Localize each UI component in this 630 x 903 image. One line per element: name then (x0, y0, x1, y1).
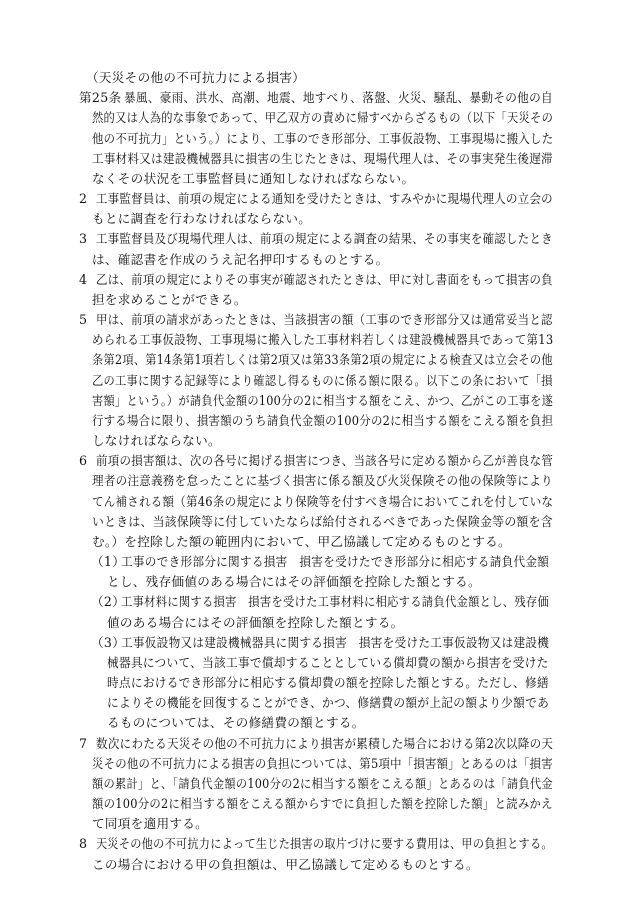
paragraph-text-line: 額の累計」と、「請負代金額の100分の2に相当する額をこえる額」とあるのは「請負代金 (92, 775, 553, 791)
item-text-line: 値のある場合にはその評価額を控除した額とする。 (107, 614, 404, 630)
paragraph-text-line: 乙の工事に関する記録等により確認し得るものに係る額に限る。以下この条において「損 (92, 372, 553, 388)
paragraph-text-line: 理者の注意義務を怠ったことに基づく損害に係る額及び火災保険その他の保険等により (92, 473, 553, 489)
item-text-line: 工事材料に関する損害 損害を受けた工事材料に相応する請負代金額とし、残存価 (121, 594, 550, 610)
section-heading: （天災その他の不可抗力による損害） (86, 70, 306, 85)
paragraph-number: 6 (79, 453, 88, 469)
paragraph-text-line: て同項を適用する。 (92, 816, 209, 832)
paragraph-text-line: 災その他の不可抗力による損害の負担については、第5項中「損害額」とあるのは「損害 (92, 755, 553, 771)
paragraph-text-line: 行する場合に限り、損害額のうち請負代金額の100分の2に相当する額をこえる額を負担 (92, 412, 554, 428)
paragraph-text-line: 前項の損害額は、次の各号に掲げる損害につき、当該各号に定める額から乙が善良な管 (96, 453, 554, 469)
item-number: （2） (91, 594, 126, 610)
item-text-line: 工事仮設物又は建設機械器具に関する損害 損害を受けた工事仮設物又は建設機 (121, 634, 550, 650)
item-number: （3） (91, 634, 126, 650)
paragraph-number: 8 (79, 836, 88, 852)
paragraph-text-line: もとに調査を行わなければならない。 (92, 211, 312, 227)
paragraph-text-line: む。）を控除した額の範囲内において、甲乙協議して定めるものとする。 (92, 533, 511, 549)
paragraph-text-line: いときは、当該保険等に付していたならば給付されるべきであった保険金等の額を含 (92, 513, 553, 529)
article-text-line: 工事材料又は建設機械器具に損害の生じたときは、現場代理人は、その事実発生後遅滞 (92, 150, 553, 166)
paragraph-text-line: められる工事仮設物、工事現場に搬入した工事材料若しくは建設機械器具であって第13 (92, 332, 554, 348)
paragraph-text-line: は、確認書を作成のうえ記名押印するものとする。 (92, 251, 389, 267)
item-number: （1） (91, 554, 126, 570)
paragraph-number: 2 (79, 191, 88, 207)
article-number: 第25条 (79, 90, 122, 106)
paragraph-text-line: 乙は、前項の規定によりその事実が確認されたときは、甲に対し書面をもって損害の負 (96, 271, 553, 287)
item-text-line: 械器具について、当該工事で償却することとしている償却費の額から損害を受けた (107, 654, 549, 670)
item-text-line: るものについては、その修繕費の額とする。 (107, 715, 365, 731)
paragraph-text-line: この場合における甲の負担額は、甲乙協議して定めるものとする。 (92, 856, 479, 872)
paragraph-number: 4 (79, 271, 88, 287)
article-text-line: 然的又は人為的な事象であって、甲乙双方の責めに帰すべからざるもの（以下「天災その (92, 110, 554, 126)
item-text-line: によりその機能を回復することができ、かつ、修繕費の額が上記の額より少額であ (107, 695, 550, 711)
item-text-line: 工事のでき形部分に関する損害 損害を受けたでき形部分に相応する請負代金額 (121, 554, 550, 570)
paragraph-text-line: 工事監督員は、前項の規定による通知を受けたときは、すみやかに現場代理人の立会の (96, 191, 553, 207)
paragraph-text-line: 担を求めることができる。 (92, 291, 247, 307)
paragraph-text-line: 額の100分の2に相当する額をこえる額からすでに負担した額を控除した額」と読みかえ (92, 796, 553, 812)
paragraph-number: 7 (79, 735, 88, 751)
item-text-line: とし、残存価値のある場合にはその評価額を控除した額とする。 (107, 574, 481, 590)
paragraph-number: 3 (79, 231, 88, 247)
item-text-line: 時点におけるでき形部分に相応する償却費の額を控除した額とする。ただし、修繕 (107, 675, 549, 691)
paragraph-text-line: 数次にわたる天災その他の不可抗力により損害が累積した場合における第2次以降の天 (96, 735, 554, 751)
paragraph-text-line: 工事監督員及び現場代理人は、前項の規定による調査の結果、その事実を確認したとき (96, 231, 553, 247)
paragraph-number: 5 (79, 312, 88, 328)
paragraph-text-line: 条第2項、第14条第1項若しくは第2項又は第33条第2項の規定による検査又は立会その他 (92, 352, 553, 368)
article-text-line: なくその状況を工事監督員に通知しなければならない。 (92, 170, 415, 186)
paragraph-text-line: しなければならない。 (92, 433, 221, 449)
paragraph-text-line: 天災その他の不可抗力によって生じた損害の取片づけに要する費用は、甲の負担とする。 (96, 836, 553, 852)
article-text-line: 他の不可抗力」という。）により、工事のでき形部分、工事仮設物、工事現場に搬入した (92, 130, 554, 146)
paragraph-text-line: 害額」という。）が請負代金額の100分の2に相当する額をこえ、かつ、乙がこの工事を遂 (92, 392, 554, 408)
paragraph-text-line: 甲は、前項の請求があったときは、当該損害の額（工事のでき形部分又は通常妥当と認 (96, 312, 553, 328)
article-text-line: 暴風、豪雨、洪水、高潮、地震、地すべり、落盤、火災、騒乱、暴動その他の自 (124, 90, 553, 106)
paragraph-text-line: てん補される額（第46条の規定により保険等を付すべき場合においてこれを付していな (92, 493, 554, 509)
